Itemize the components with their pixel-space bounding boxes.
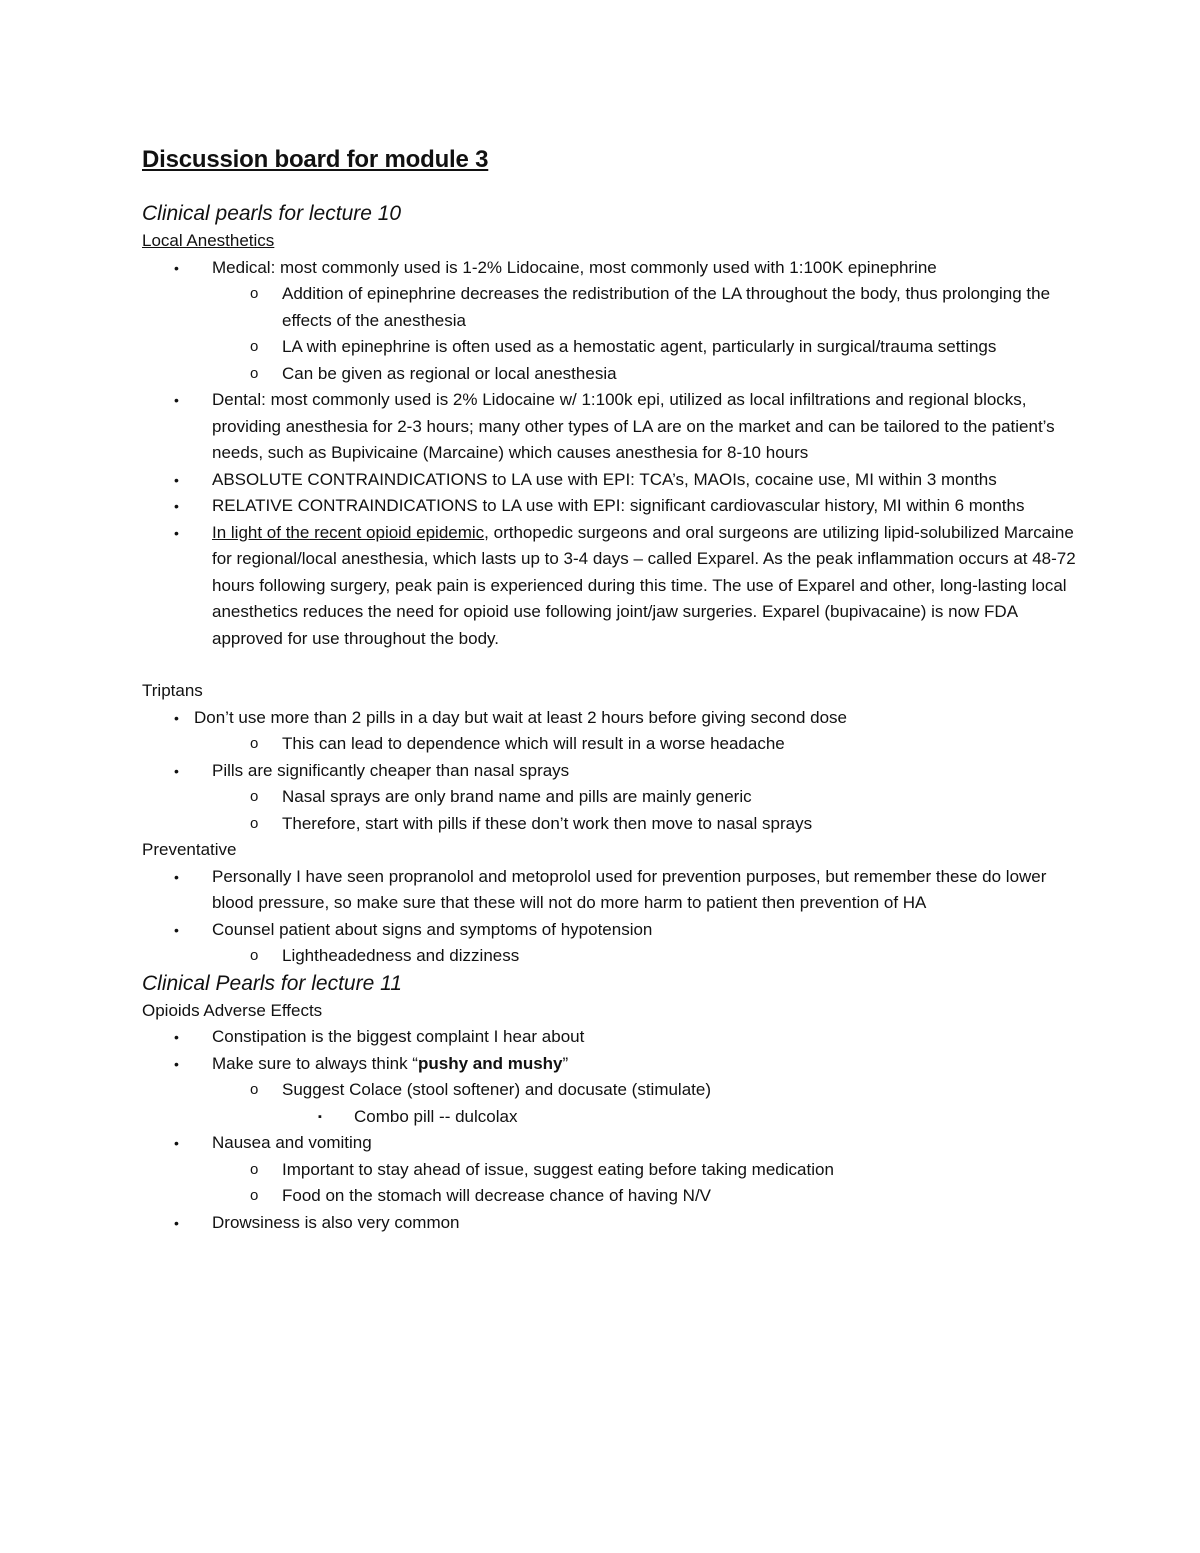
list-item-text: [212, 1051, 1082, 1078]
sub-list-item: [142, 811, 1082, 838]
sub-list-item: [142, 943, 1082, 970]
circle-bullet-icon: o: [250, 364, 259, 382]
lecture-10-heading: Clinical pearls for lecture 10: [142, 202, 402, 225]
list-item-continuation: , orthopedic surgeons and oral surgeons are utilizing lipid-solubilized Marcaine for regional/local anesthesia, which lasts up to 3-4 days – called Exparel. As the peak inflammation occurs at 48-72 hours following surgery, peak pain is experienced during this time. The use of Exparel and other, long-lasting local anesthetics reduces the need for opioid use following joint/jaw surgeries. Exparel (bupivacaine) is now FDA approved for use throughout the body.: [212, 522, 1076, 648]
sub-list-item-text: Suggest Colace (stool softener) and docusate (stimulate): [282, 1080, 712, 1099]
bullet-icon: •: [174, 868, 179, 885]
list-item: [142, 493, 1082, 520]
circle-bullet-icon: o: [250, 285, 259, 302]
sub-list-item-text: Addition of epinephrine decreases the redistribution of the LA throughout the body, thus prolonging the effects of the anesthesia: [282, 284, 1051, 330]
sub-list-item: [142, 361, 1082, 388]
sub-list-item-text: Lightheadedness and dizziness: [282, 946, 520, 965]
sub-list: [142, 784, 1082, 837]
square-bullet-icon: ▪: [318, 1110, 322, 1123]
opioids-list: [142, 1024, 1082, 1236]
list-item: [142, 1210, 1082, 1237]
sub-list: [142, 943, 1082, 970]
triptans-heading: Triptans: [142, 681, 203, 700]
opioids-heading: Opioids Adverse Effects: [142, 1000, 323, 1020]
paragraph-spacer: [142, 652, 1082, 678]
sub-sub-list-item: [142, 1104, 1082, 1131]
sub-list: [142, 281, 1082, 387]
sub-list-item-text: Therefore, start with pills if these don’t work then move to nasal sprays: [282, 813, 813, 833]
circle-bullet-icon: o: [250, 1081, 259, 1098]
list-item-text-after: ”: [562, 1053, 569, 1073]
circle-bullet-icon: o: [250, 814, 259, 832]
list-item-text: RELATIVE CONTRAINDICATIONS to LA use with EPI: significant cardiovascular history, MI within 6 months: [212, 496, 1025, 515]
bullet-icon: •: [174, 524, 179, 541]
circle-bullet-icon: o: [250, 338, 259, 355]
bullet-icon: •: [174, 259, 179, 276]
list-item-text-before: Make sure to always think “: [212, 1053, 418, 1073]
sub-list-item: [142, 731, 1082, 758]
list-item: [142, 387, 1082, 467]
list-item: [142, 758, 1082, 785]
circle-bullet-icon: o: [250, 1160, 259, 1178]
sub-list-item-text: LA with epinephrine is often used as a hemostatic agent, particularly in surgical/trauma settings: [282, 337, 997, 356]
list-item-text: Drowsiness is also very common: [212, 1212, 460, 1232]
list-item: [142, 917, 1082, 944]
sub-list-item-text: Important to stay ahead of issue, suggest eating before taking medication: [282, 1159, 834, 1179]
list-item-text: Don’t use more than 2 pills in a day but wait at least 2 hours before giving second dose: [194, 707, 847, 727]
bullet-icon: •: [174, 392, 179, 408]
bullet-icon: •: [174, 921, 179, 938]
circle-bullet-icon: o: [250, 788, 259, 805]
sub-sub-list-item-text: Combo pill -- dulcolax: [354, 1106, 518, 1126]
sub-list-item: [142, 1077, 1082, 1104]
list-item-text: Constipation is the biggest complaint I hear about: [212, 1027, 585, 1046]
local-anesthetics-list: [142, 255, 1082, 653]
underlined-lead-text: In light of the recent opioid epidemic: [212, 522, 485, 542]
sub-list-item-text: This can lead to dependence which will result in a worse headache: [282, 734, 785, 753]
list-item: [142, 1024, 1082, 1051]
bullet-icon: •: [174, 1055, 179, 1072]
list-item-text: ABSOLUTE CONTRAINDICATIONS to LA use with EPI: TCA’s, MAOIs, cocaine use, MI within 3 months: [212, 469, 997, 489]
list-item-text: Counsel patient about signs and symptoms of hypotension: [212, 919, 653, 939]
bullet-icon: •: [174, 1135, 179, 1151]
list-item-text: Medical: most commonly used is 1-2% Lidocaine, most commonly used with 1:100K epinephrine: [212, 257, 937, 277]
list-item-text: Pills are significantly cheaper than nasal sprays: [212, 760, 570, 780]
list-item-text: Dental: most commonly used is 2% Lidocaine w/ 1:100k epi, utilized as local infiltrations and regional blocks, providing anesthesia for 2-3 hours; many other types of LA are on the market and can be tailored to the patient’s needs, such as Bupivicaine (Marcaine) which causes anesthesia for 8-10 hours: [212, 390, 1055, 462]
lecture-11-heading: Clinical Pearls for lecture 11: [142, 971, 402, 995]
bullet-icon: •: [174, 498, 179, 514]
preventative-list: [142, 864, 1082, 970]
bullet-icon: •: [174, 709, 179, 726]
sub-list: [142, 1157, 1082, 1210]
list-item: [142, 520, 1082, 653]
list-item-text: [212, 520, 1082, 653]
sub-list-item: [142, 784, 1082, 811]
sub-list-item-text: Food on the stomach will decrease chance of having N/V: [282, 1186, 712, 1205]
list-item: [142, 467, 1082, 494]
bullet-icon: •: [174, 1214, 179, 1231]
sub-list-item: [142, 1157, 1082, 1184]
list-item-text: Personally I have seen propranolol and metoprolol used for prevention purposes, but remember these do lower blood pressure, so make sure that these will not do more harm to patient then prevention of HA: [212, 866, 1047, 912]
bold-phrase: pushy and mushy: [417, 1053, 563, 1073]
local-anesthetics-heading: Local Anesthetics: [142, 231, 275, 250]
list-item: [142, 1051, 1082, 1078]
sub-list-item-text: Nasal sprays are only brand name and pills are mainly generic: [282, 787, 752, 806]
sub-list: [142, 731, 1082, 758]
list-item: [142, 1130, 1082, 1157]
list-item: [142, 255, 1082, 282]
sub-list-item: [142, 334, 1082, 361]
triptans-list: [142, 705, 1082, 838]
document-title: Discussion board for module 3: [142, 146, 489, 173]
circle-bullet-icon: o: [250, 1187, 259, 1204]
sub-list-item-text: Can be given as regional or local anesthesia: [282, 363, 617, 383]
sub-sub-list: [142, 1104, 1082, 1131]
bullet-icon: •: [174, 762, 179, 779]
circle-bullet-icon: o: [250, 735, 259, 752]
list-item-text: Nausea and vomiting: [212, 1133, 372, 1152]
sub-list-item: [142, 1183, 1082, 1210]
preventative-heading: Preventative: [142, 840, 237, 859]
document-page: [142, 142, 1082, 1236]
bullet-icon: •: [174, 471, 179, 488]
sub-list: [142, 1077, 1082, 1130]
bullet-icon: •: [174, 1029, 179, 1045]
sub-list-item: [142, 281, 1082, 334]
circle-bullet-icon: o: [250, 947, 259, 964]
list-item: [142, 705, 1082, 732]
list-item: [142, 864, 1082, 917]
